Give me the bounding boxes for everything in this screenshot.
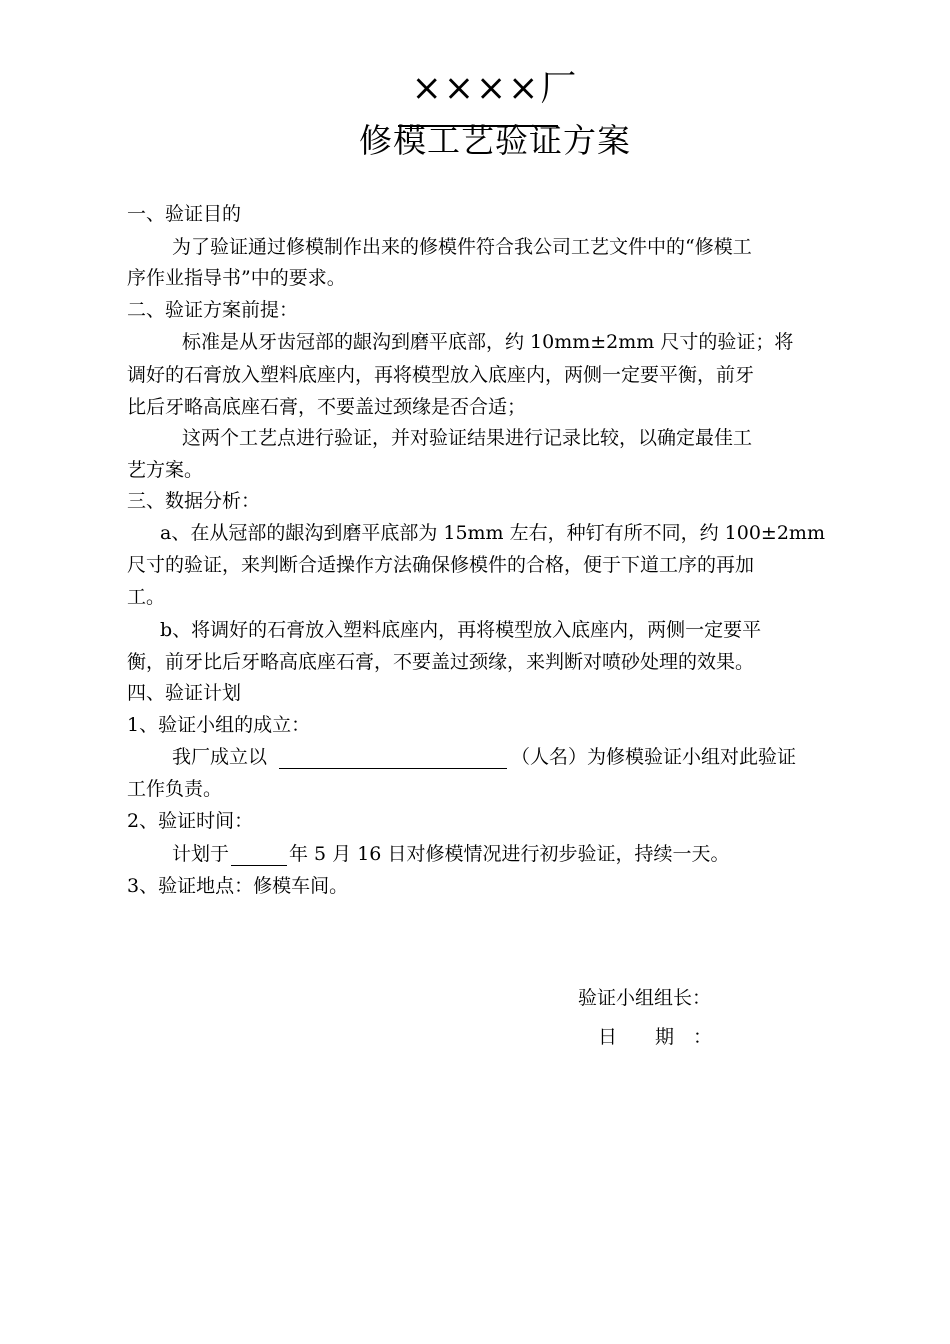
section-1-heading: 一、验证目的 (127, 203, 242, 225)
section-4-2-text-after: 年 5 月 16 日对修模情况进行初步验证，持续一天。 (289, 843, 730, 865)
section-3-item-b-line-1: b、将调好的石膏放入塑料底座内，再将模型放入底座内，两侧一定要平 (160, 619, 762, 641)
section-3-item-a-line-3: 工。 (127, 586, 166, 608)
section-2-heading: 二、验证方案前提： (127, 299, 299, 321)
section-2-paragraph-1-line-2: 调好的石膏放入塑料底座内，再将模型放入底座内，两侧一定要平衡，前牙 (127, 364, 755, 386)
section-1-paragraph-line-1: 为了验证通过修模制作出来的修模件符合我公司工艺文件中的“修模工 (172, 236, 752, 258)
section-4-1-text-before: 我厂成立以 (172, 746, 268, 768)
section-3-heading: 三、数据分析： (127, 490, 261, 512)
section-4-2-text-before: 计划于 (172, 843, 230, 865)
group-leader-label: 验证小组组长： (578, 987, 712, 1009)
section-4-1-text-after: （人名）为修模验证小组对此验证 (511, 746, 797, 768)
section-3-item-a-line-1: a、在从冠部的龈沟到磨平底部为 15mm 左右，种钉有所不同，约 100±2mm (160, 522, 825, 544)
name-blank-field[interactable] (279, 746, 507, 769)
section-2-paragraph-1-line-3: 比后牙略高底座石膏，不要盖过颈缘是否合适； (127, 396, 527, 418)
section-4-1-line-1 (127, 745, 912, 769)
factory-title: ××××厂 (411, 68, 579, 109)
section-4-heading: 四、验证计划 (127, 682, 242, 704)
section-4-1-line-2: 工作负责。 (127, 778, 223, 800)
section-4-3: 3、验证地点：修模车间。 (127, 875, 349, 897)
date-label: 日 期 ： (598, 1026, 713, 1048)
year-blank-field[interactable] (231, 843, 287, 866)
section-2-paragraph-2-line-2: 艺方案。 (127, 459, 204, 481)
section-2-paragraph-2-line-1: 这两个工艺点进行验证，并对验证结果进行记录比较，以确定最佳工 (182, 427, 753, 449)
section-3-item-a-line-2: 尺寸的验证，来判断合适操作方法确保修模件的合格，便于下道工序的再加 (127, 554, 755, 576)
section-3-item-b-line-2: 衡，前牙比后牙略高底座石膏，不要盖过颈缘，来判断对喷砂处理的效果。 (127, 651, 755, 673)
section-2-paragraph-1-line-1: 标准是从牙齿冠部的龈沟到磨平底部，约 10mm±2mm 尺寸的验证；将 (182, 331, 794, 353)
section-4-2-heading: 2、验证时间： (127, 810, 254, 832)
document-title: 修模工艺验证方案 (359, 121, 631, 160)
section-4-1-heading: 1、验证小组的成立： (127, 714, 311, 736)
section-4-2-line-1 (127, 842, 912, 866)
section-1-paragraph-line-2: 序作业指导书”中的要求。 (127, 267, 346, 289)
